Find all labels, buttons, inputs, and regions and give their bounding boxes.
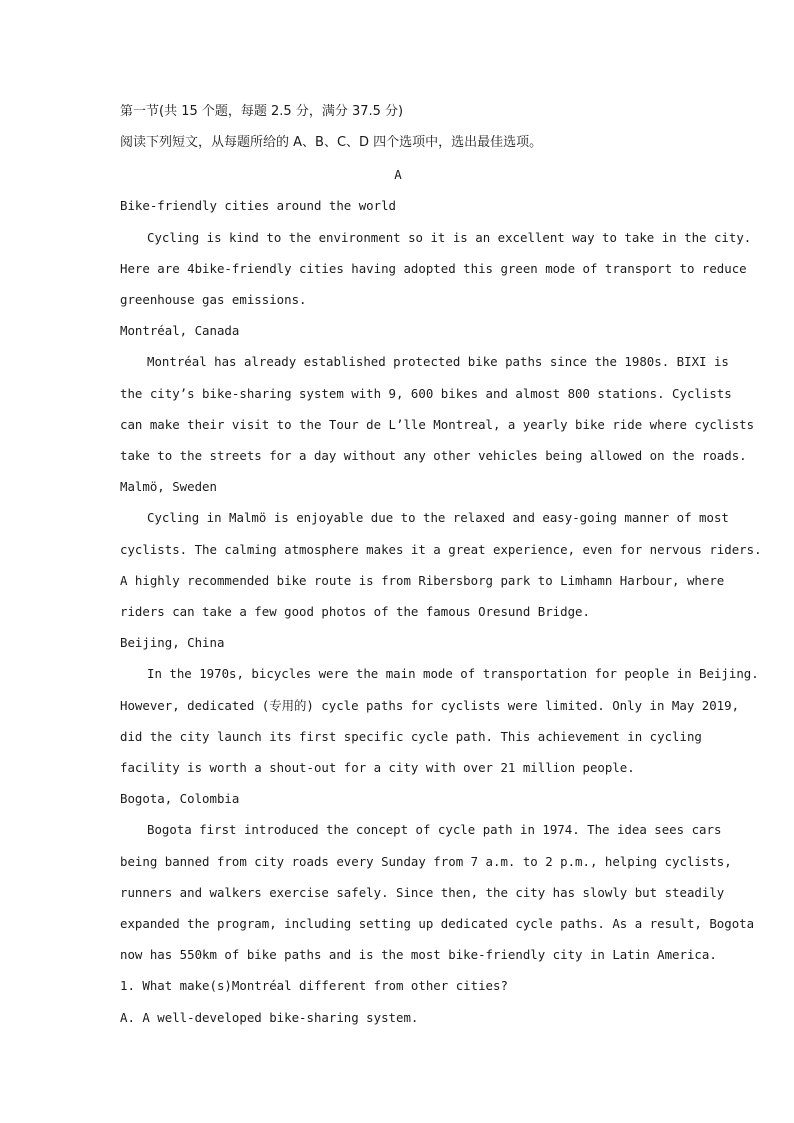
city-line: In the 1970s, bicycles were the main mode of transportation for people in Beijing.	[147, 666, 759, 681]
section-header: 第一节(共 15 个题，每题 2.5 分，满分 37.5 分)	[120, 104, 404, 119]
question-stem: 1. What make(s)Montréal different from other cities?	[120, 978, 508, 993]
city-line: Bogota first introduced the concept of cycle path in 1974. The idea sees cars	[147, 822, 722, 837]
city-line: being banned from city roads every Sunday from 7 a.m. to 2 p.m., helping cyclists,	[120, 854, 732, 869]
city-line: the city’s bike-sharing system with 9, 600 bikes and almost 800 stations. Cyclists	[120, 386, 732, 401]
city-line: did the city launch its first specific cycle path. This achievement in cycling	[120, 729, 702, 744]
instructions: 阅读下列短文，从每题所给的 A、B、C、D 四个选项中，选出最佳选项。	[120, 135, 543, 150]
intro-line: greenhouse gas emissions.	[120, 292, 307, 307]
city-line: Montréal has already established protected bike paths since the 1980s. BIXI is	[147, 354, 729, 369]
city-line: Cycling in Malmö is enjoyable due to the relaxed and easy-going manner of most	[147, 510, 729, 525]
city-heading-malmo: Malmö, Sweden	[120, 479, 217, 494]
passage-letter: A	[394, 167, 402, 182]
intro-line: Here are 4bike-friendly cities having adopted this green mode of transport to reduce	[120, 261, 747, 276]
city-line: take to the streets for a day without any other vehicles being allowed on the roads.	[120, 448, 747, 463]
city-line: riders can take a few good photos of the famous Oresund Bridge.	[120, 604, 590, 619]
city-heading-montreal: Montréal, Canada	[120, 323, 240, 338]
city-line: cyclists. The calming atmosphere makes it a great experience, even for nervous riders.	[120, 542, 762, 557]
city-line: A highly recommended bike route is from Ribersborg park to Limhamn Harbour, where	[120, 573, 725, 588]
question-option-a: A. A well-developed bike-sharing system.	[120, 1010, 419, 1025]
city-line: expanded the program, including setting up dedicated cycle paths. As a result, Bogota	[120, 916, 755, 931]
intro-line: Cycling is kind to the environment so it is an excellent way to take in the city.	[147, 230, 752, 245]
city-line: runners and walkers exercise safely. Since then, the city has slowly but steadily	[120, 885, 725, 900]
city-line: can make their visit to the Tour de L’lle Montreal, a yearly bike ride where cyclists	[120, 417, 755, 432]
city-heading-beijing: Beijing, China	[120, 635, 225, 650]
city-line: now has 550km of bike paths and is the most bike-friendly city in Latin America.	[120, 947, 717, 962]
city-heading-bogota: Bogota, Colombia	[120, 791, 240, 806]
city-line: However, dedicated (专用的) cycle paths for cyclists were limited. Only in May 2019,	[120, 698, 740, 713]
city-line: facility is worth a shout-out for a city with over 21 million people.	[120, 760, 635, 775]
passage-title: Bike-friendly cities around the world	[120, 198, 397, 213]
